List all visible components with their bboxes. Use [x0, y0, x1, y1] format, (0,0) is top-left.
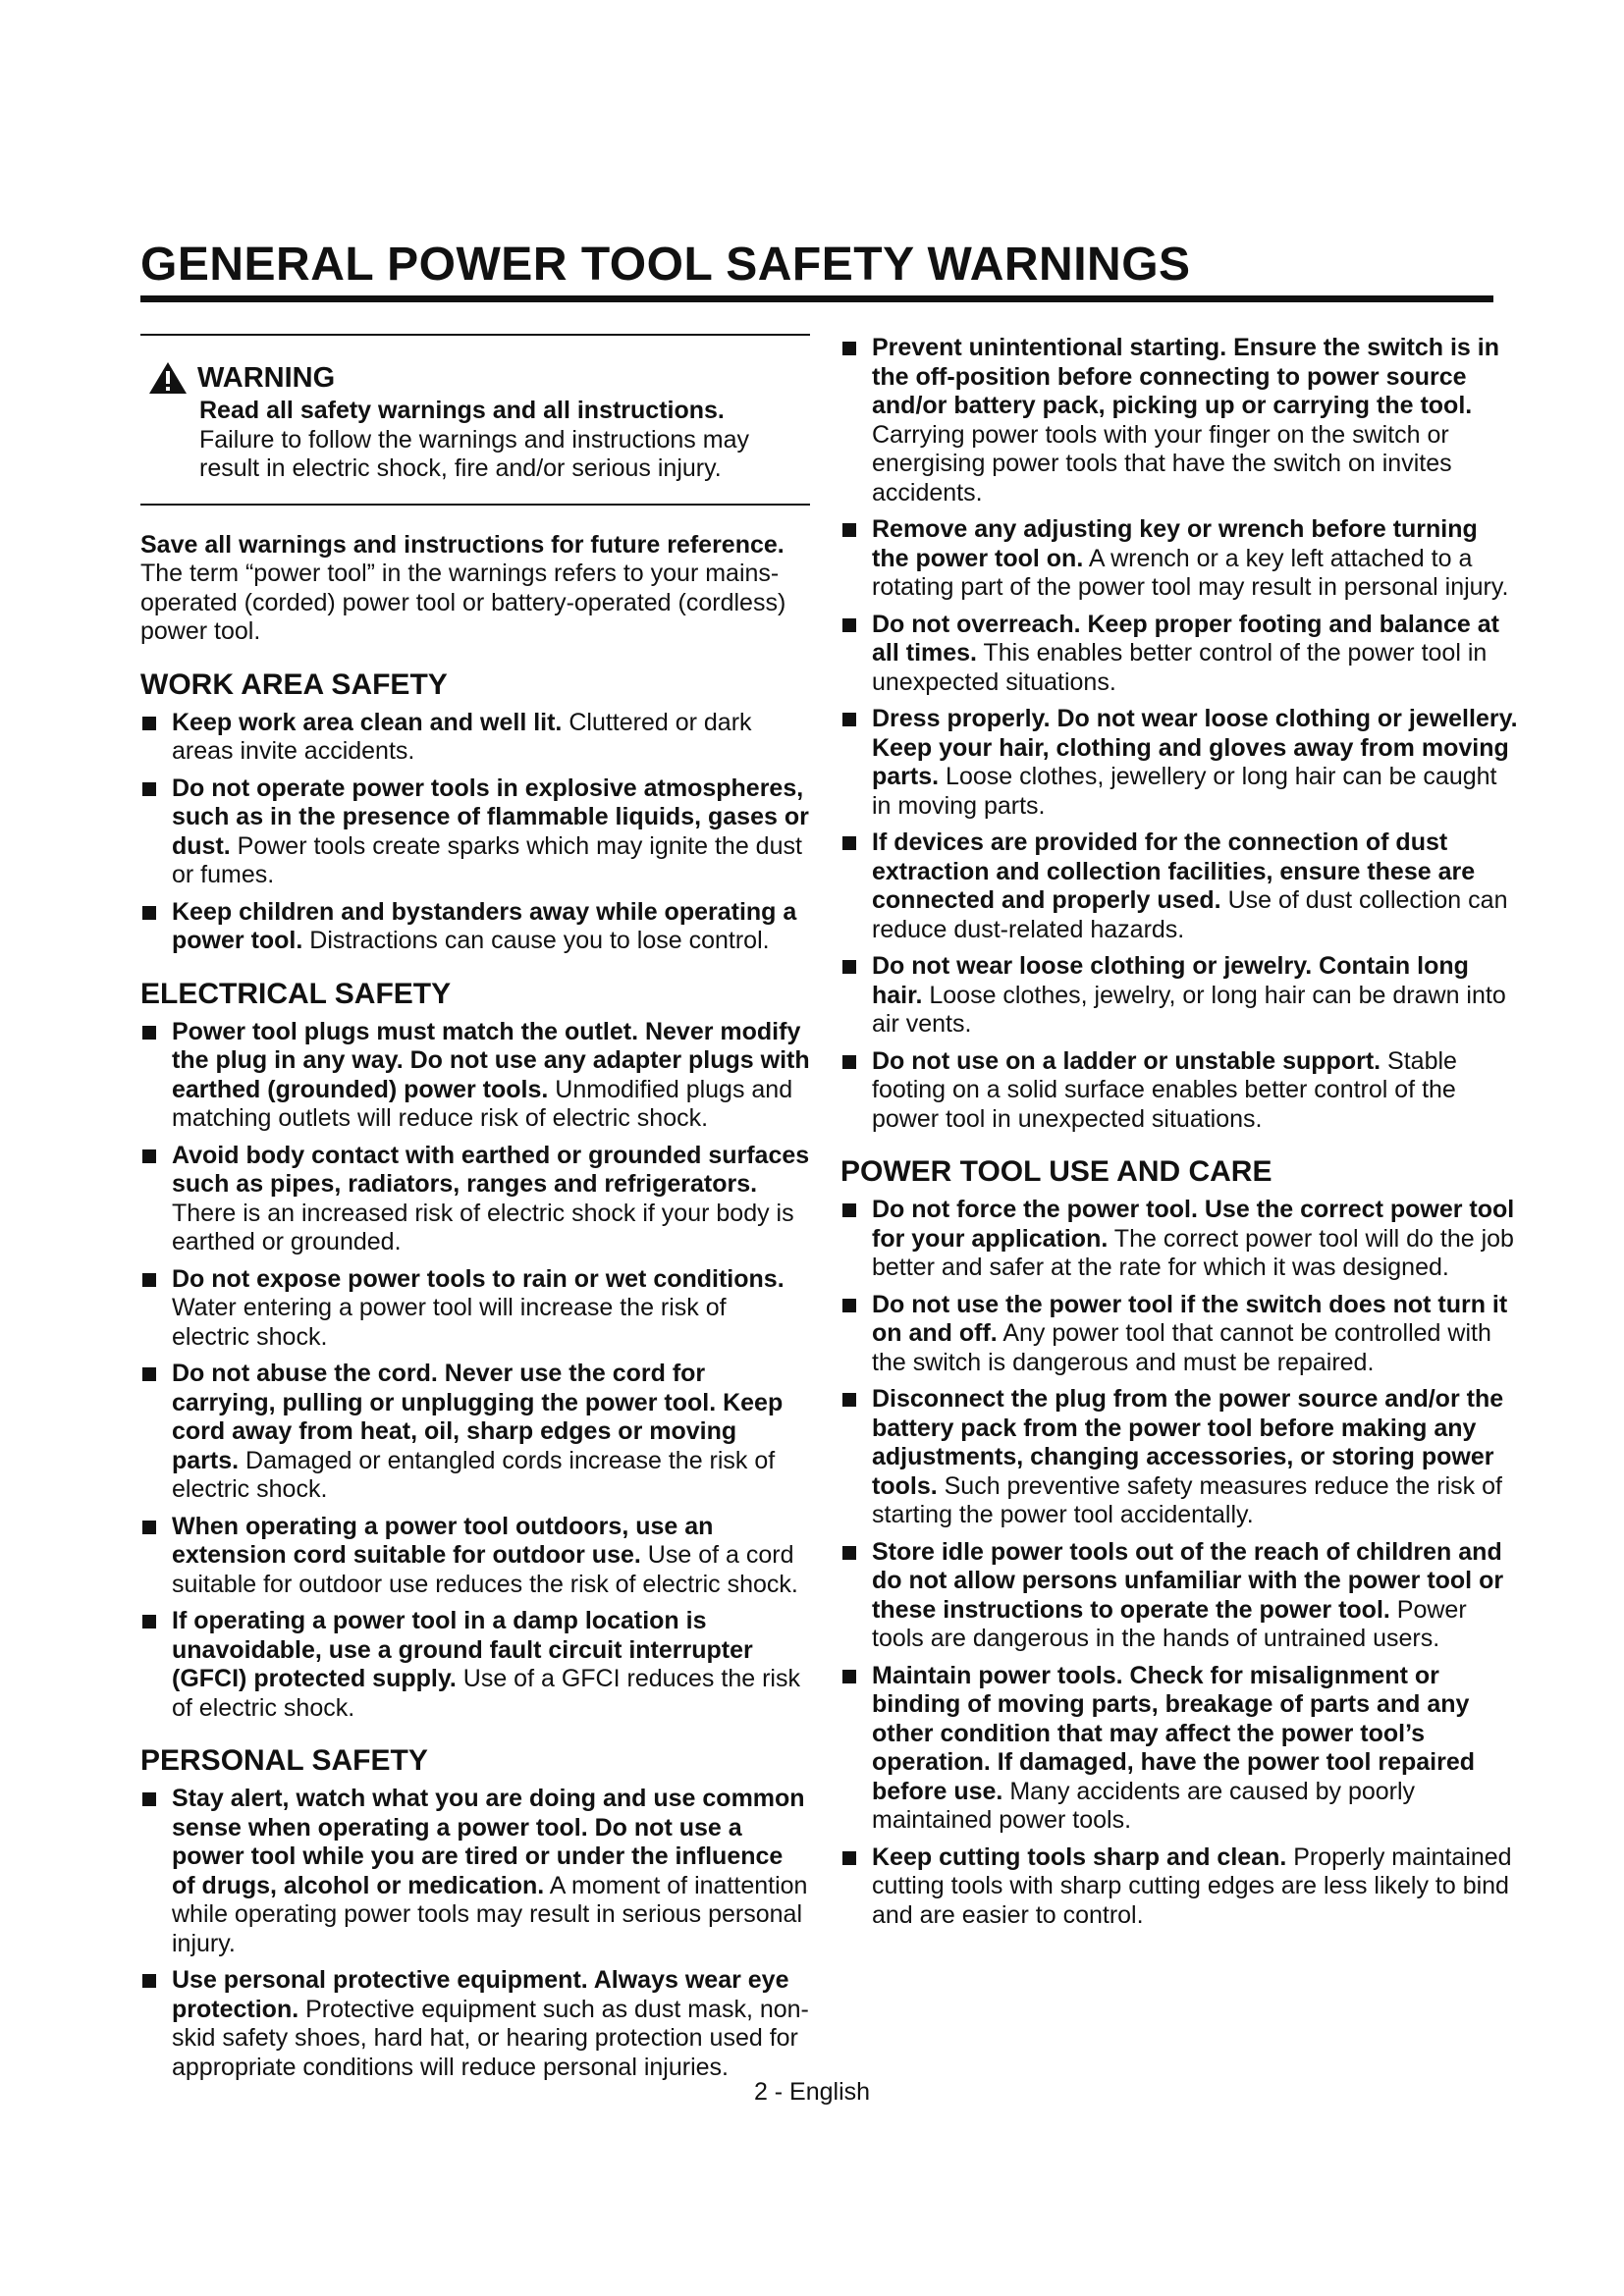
square-bullet-icon: [142, 782, 156, 796]
list-item: [840, 1843, 1518, 1931]
item-bold: Do not use on a ladder or unstable support.: [872, 1046, 1381, 1075]
square-bullet-icon: [142, 1792, 156, 1806]
item-text: Protective equipment such as dust mask, non-skid safety shoes, hard hat, or hearing protection used for appropriate conditions will reduce personal injuries.: [172, 1995, 809, 2081]
item-text: Cluttered or dark areas invite accidents.: [172, 708, 752, 765]
use-care-section: [840, 1155, 1518, 1930]
item-text: This enables better control of the power tool in unexpected situations.: [872, 639, 1488, 696]
square-bullet-icon: [142, 1026, 156, 1040]
item-text: There is an increased risk of electric shock if your body is earthed or grounded.: [172, 1199, 794, 1255]
item-bold: Disconnect the plug from the power source and/or the battery pack from the power tool before making any adjustments, changing accessories, or storing power tools.: [872, 1385, 1504, 1500]
warning-detail: Failure to follow the warnings and instructions may result in electric shock, fire and/or serious injury.: [199, 425, 749, 482]
item-bold: Do not overreach. Keep proper footing and balance at all times.: [872, 610, 1499, 667]
list-item: [840, 515, 1518, 603]
page-title: GENERAL POWER TOOL SAFETY WARNINGS: [140, 239, 1191, 291]
item-text: Any power tool that cannot be controlled with the switch is dangerous and must be repaired.: [872, 1319, 1491, 1376]
item-bold: Keep work area clean and well lit.: [172, 708, 563, 736]
square-bullet-icon: [842, 1393, 856, 1407]
item-text: Water entering a power tool will increase the risk of electric shock.: [172, 1294, 727, 1351]
bullet-list: [840, 334, 1518, 1134]
item-text: Carrying power tools with your finger on the switch or energising power tools that have the switch on invites accidents.: [872, 420, 1452, 507]
square-bullet-icon: [142, 717, 156, 730]
item-text: Power tools create sparks which may ignite the dust or fumes.: [172, 831, 802, 888]
square-bullet-icon: [142, 1273, 156, 1287]
intro-paragraph: [140, 531, 810, 647]
item-bold: Keep cutting tools sharp and clean.: [872, 1842, 1287, 1871]
square-bullet-icon: [842, 618, 856, 632]
list-item: [140, 1607, 810, 1723]
bullet-list: [840, 1196, 1518, 1930]
list-item: [840, 334, 1518, 507]
item-text: Distractions can cause you to lose control.: [309, 927, 770, 954]
list-item: [140, 709, 810, 767]
item-bold: Prevent unintentional starting. Ensure the switch is in the off-position before connecting to power source and/or battery pack, picking up or carrying the tool.: [872, 334, 1499, 419]
list-item: [140, 1785, 810, 1958]
list-item: [140, 774, 810, 890]
intro-bold: Save all warnings and instructions for future reference.: [140, 530, 785, 559]
bullet-list: [140, 1785, 810, 2082]
section-title: WORK AREA SAFETY: [140, 667, 448, 701]
list-item: [840, 1196, 1518, 1283]
bullet-list: [140, 709, 810, 956]
item-text: Loose clothes, jewelry, or long hair can be drawn into air vents.: [872, 981, 1506, 1038]
list-item: [840, 1662, 1518, 1836]
warning-text: [199, 397, 810, 484]
item-bold: Power tool plugs must match the outlet. Never modify the plug in any way. Do not use any adapter plugs with earthed (grounded) power tools.: [172, 1017, 810, 1103]
item-text: Properly maintained cutting tools with sharp cutting edges are less likely to bind and are easier to control.: [872, 1842, 1512, 1929]
section-title: ELECTRICAL SAFETY: [140, 977, 452, 1010]
item-bold: Keep children and bystanders away while operating a power tool.: [172, 897, 797, 954]
section-title: PERSONAL SAFETY: [140, 1744, 428, 1777]
item-text: Use of dust collection can reduce dust-related hazards.: [872, 886, 1508, 943]
square-bullet-icon: [142, 1367, 156, 1381]
square-bullet-icon: [842, 1299, 856, 1312]
item-bold: If devices are provided for the connection of dust extraction and collection facilities, ensure these are connected and properly used.: [872, 828, 1476, 914]
title-rule: [140, 295, 1493, 302]
warning-bold: Read all safety warnings and all instructions.: [199, 397, 725, 424]
list-item: [840, 1385, 1518, 1530]
item-text: Many accidents are caused by poorly maintained power tools.: [872, 1777, 1416, 1834]
item-bold: Do not use the power tool if the switch does not turn it on and off.: [872, 1290, 1508, 1347]
item-bold: Do not wear loose clothing or jewelry. Contain long hair.: [872, 952, 1469, 1009]
item-bold: Do not expose power tools to rain or wet conditions.: [172, 1264, 785, 1293]
item-bold: Avoid body contact with earthed or grounded surfaces such as pipes, radiators, ranges and refrigerators.: [172, 1141, 810, 1198]
warning-header: [148, 361, 810, 395]
square-bullet-icon: [842, 836, 856, 850]
list-item: [840, 705, 1518, 821]
item-bold: Stay alert, watch what you are doing and use common sense when operating a power tool. Do not use a power tool while you are tired or under the influence of drugs, alcohol or medication.: [172, 1785, 805, 1899]
item-text: Use of a GFCI reduces the risk of electric shock.: [172, 1665, 800, 1722]
personal-section: [140, 1744, 810, 2082]
warning-box: [140, 334, 810, 506]
list-item: [840, 611, 1518, 698]
square-bullet-icon: [142, 906, 156, 920]
item-bold: Maintain power tools. Check for misalignment or binding of moving parts, breakage of parts and any other condition that may affect the power tool’s operation. If damaged, have the power tool repaired before use.: [872, 1661, 1476, 1805]
intro-text: The term “power tool” in the warnings refers to your mains-operated (corded) power tool or battery-operated (cordless) power tool.: [140, 560, 786, 645]
square-bullet-icon: [842, 960, 856, 974]
item-bold: Do not force the power tool. Use the correct power tool for your application.: [872, 1196, 1515, 1253]
bullet-list: [140, 1018, 810, 1724]
right-column: [840, 334, 1518, 1938]
item-bold: When operating a power tool outdoors, use an extension cord suitable for outdoor use.: [172, 1512, 714, 1569]
list-item: [140, 1360, 810, 1505]
square-bullet-icon: [142, 1974, 156, 1988]
item-text: Power tools are dangerous in the hands of untrained users.: [872, 1595, 1467, 1652]
list-item: [140, 1513, 810, 1600]
warning-triangle-icon: [148, 361, 188, 395]
square-bullet-icon: [842, 713, 856, 726]
list-item: [140, 1966, 810, 2082]
list-item: [140, 1265, 810, 1353]
item-text: Unmodified plugs and matching outlets will reduce risk of electric shock.: [172, 1075, 793, 1132]
item-bold: Dress properly. Do not wear loose clothing or jewellery. Keep your hair, clothing and gloves away from moving parts.: [872, 705, 1518, 790]
list-item: [840, 1291, 1518, 1378]
square-bullet-icon: [842, 1203, 856, 1217]
square-bullet-icon: [842, 1055, 856, 1069]
list-item: [140, 1142, 810, 1257]
item-bold: Do not abuse the cord. Never use the cord for carrying, pulling or unplugging the power tool. Keep cord away from heat, oil, sharp edges or moving parts.: [172, 1360, 784, 1474]
item-text: Stable footing on a solid surface enables better control of the power tool in unexpected situations.: [872, 1046, 1457, 1133]
section-title: POWER TOOL USE AND CARE: [840, 1155, 1272, 1188]
list-item: [840, 1047, 1518, 1135]
item-text: Such preventive safety measures reduce the risk of starting the power tool accidentally.: [872, 1471, 1502, 1528]
item-text: A wrench or a key left attached to a rotating part of the power tool may result in personal injury.: [872, 544, 1509, 601]
item-text: A moment of inattention while operating power tools may result in serious personal injury.: [172, 1871, 808, 1957]
square-bullet-icon: [842, 523, 856, 537]
item-bold: Use personal protective equipment. Always wear eye protection.: [172, 1966, 789, 2023]
list-item: [140, 898, 810, 956]
item-bold: Store idle power tools out of the reach of children and do not allow persons unfamiliar with the power tool or these instructions to operate the power tool.: [872, 1537, 1504, 1624]
square-bullet-icon: [142, 1149, 156, 1163]
square-bullet-icon: [842, 1670, 856, 1683]
list-item: [840, 1538, 1518, 1654]
square-bullet-icon: [842, 1546, 856, 1560]
item-bold: Remove any adjusting key or wrench before turning the power tool on.: [872, 515, 1478, 572]
item-text: Use of a cord suitable for outdoor use reduces the risk of electric shock.: [172, 1541, 798, 1598]
item-bold: Do not operate power tools in explosive atmospheres, such as in the presence of flammable liquids, gases or dust.: [172, 774, 809, 860]
warning-label: WARNING: [197, 361, 336, 394]
item-text: The correct power tool will do the job better and safer at the rate for which it was designed.: [872, 1224, 1514, 1281]
list-item: [840, 828, 1518, 944]
list-item: [140, 1018, 810, 1134]
electrical-section: [140, 978, 810, 1724]
item-text: Loose clothes, jewellery or long hair can be caught in moving parts.: [872, 763, 1497, 820]
list-item: [840, 952, 1518, 1040]
item-text: Damaged or entangled cords increase the risk of electric shock.: [172, 1446, 776, 1503]
square-bullet-icon: [842, 342, 856, 355]
square-bullet-icon: [142, 1615, 156, 1629]
square-bullet-icon: [842, 1851, 856, 1865]
item-bold: If operating a power tool in a damp location is unavoidable, use a ground fault circuit interrupter (GFCI) protected supply.: [172, 1607, 753, 1692]
left-column: [140, 334, 810, 2090]
work-area-section: [140, 668, 810, 956]
page-footer: 2 - English: [753, 2078, 871, 2106]
square-bullet-icon: [142, 1521, 156, 1534]
